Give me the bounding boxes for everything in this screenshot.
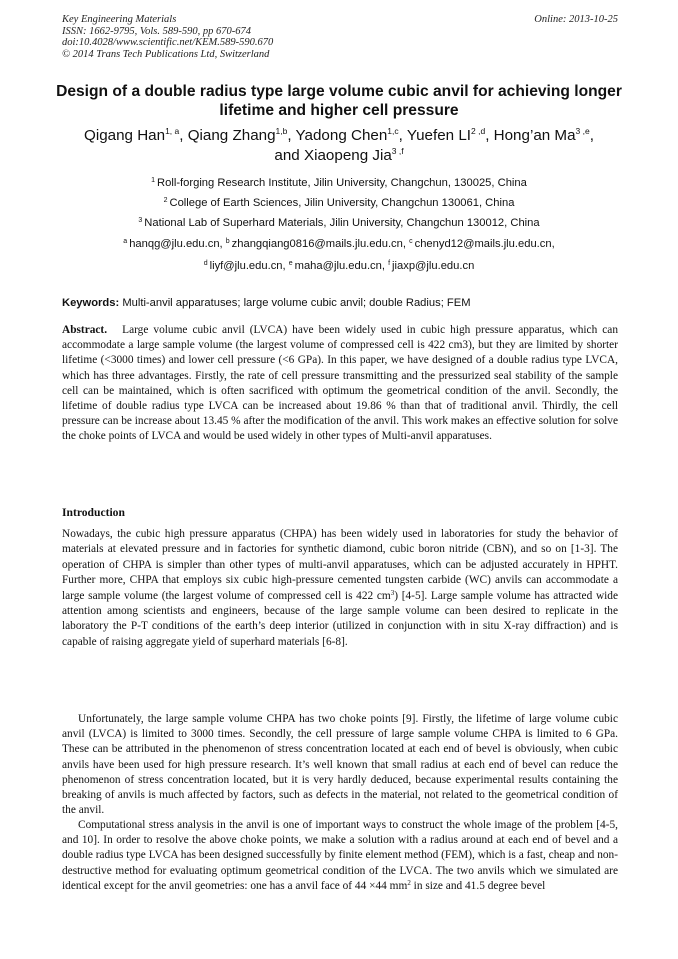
author-name: Yadong Chen <box>295 127 388 144</box>
affiliation-text: Roll-forging Research Institute, Jilin University, Changchun, 130025, China <box>157 177 527 189</box>
email-line-1 <box>40 237 638 251</box>
keywords-label: Keywords: <box>62 297 120 309</box>
copyright-line: © 2014 Trans Tech Publications Ltd, Switzerland <box>62 48 270 60</box>
affiliation-3 <box>40 216 638 230</box>
email-link[interactable]: zhangqiang0816@mails.jlu.edu.cn, <box>231 238 406 250</box>
journal-name: Key Engineering Materials <box>62 14 177 25</box>
author-sup: 1,c <box>387 126 399 136</box>
affiliation-2 <box>40 196 638 210</box>
issn-line: ISSN: 1662-9795, Vols. 589-590, pp 670-674 <box>62 25 251 37</box>
author-name: Qiang Zhang <box>187 127 276 144</box>
author-name: Xiaopeng Jia <box>303 146 392 164</box>
email-link[interactable]: jiaxp@jlu.edu.cn <box>392 260 475 272</box>
keywords-text: Multi-anvil apparatuses; large volume cubic anvil; double Radius; FEM <box>122 297 471 309</box>
superscript: 2 <box>407 878 411 887</box>
superscript: 3 <box>390 588 395 597</box>
author-name: Qigang Han <box>84 127 166 144</box>
author-sup: 3 ,e <box>575 126 590 136</box>
affiliation-sup: 2 <box>163 197 168 204</box>
email-sup: c <box>409 238 413 245</box>
abstract-label: Abstract. <box>62 324 108 336</box>
email-sup: b <box>225 238 230 245</box>
email-sup: d <box>203 260 208 267</box>
email-sup: a <box>123 238 128 245</box>
abstract <box>62 323 618 445</box>
keywords <box>62 296 618 310</box>
author-and: and <box>274 146 300 164</box>
email-link[interactable]: maha@jlu.edu.cn, <box>294 260 385 272</box>
doi-line: doi:10.4028/www.scientific.net/KEM.589-590.670 <box>62 37 274 48</box>
affiliation-1 <box>40 176 638 190</box>
paragraph-text: Unfortunately, the large sample volume CHPA has two choke points [9]. Firstly, the lifetime of large volume cubic anvil (LVCA) is limited to 3000 times. Secondly, the cell pressure of large sample volume CHPA is limited to 6 GPa. These can be attributed in the phenomenon of stress concentration located at each end of bevel is obviously, when cubic anvils have been used for high pressure research. It’s well known that small radius at each end of bevel can reduce the phenomenon of stress concentration located, but it is very hardly deduced, because experimental results containing the breaking of anvils is much affected by factors, such as defects in the material, not related to the geometrical condition of the anvil. <box>62 713 618 817</box>
paragraph-text: in size and 41.5 degree bevel <box>410 879 546 892</box>
affiliation-text: National Lab of Superhard Materials, Jilin University, Changchun 130012, China <box>144 217 540 229</box>
section-heading-introduction: Introduction <box>62 506 125 519</box>
paper-title: Design of a double radius type large volume cubic anvil for achieving longer lifetime and higher cell pressure <box>56 83 622 119</box>
affiliation-sup: 3 <box>138 217 143 224</box>
author-sup: 1,b <box>275 126 288 136</box>
author-name: Yuefen LI <box>406 127 471 144</box>
paragraph-text: Nowadays, the cubic high pressure apparatus (CHPA) has been widely used in laboratories for study the behavior of materials at elevated pressure and in factories for synthetic diamond, cubic boron nitride (CBN), and so on [1-3]. The operation of CHPA is simpler than other types of multi-anvil apparatuses, which can be adjusted accurately in HPHT. Further more, CHPA that employs six cubic high-pressure cemented tungsten carbide (WC) anvils can accommodate a large sample volume (the largest volume of compressed cell is 422 cm <box>62 528 618 602</box>
paragraph-text: ) [4-5]. Large sample volume has attracted wide attention among scientists and engineers, because of the large sample volume can been desired to replicate in the laboratory the P-T conditions of the earth’s deep interior (utilized in conjunction with in situ X-ray diffraction) and is capable of raising aggregate yield of superhard materials [6-8]. <box>62 589 618 648</box>
affiliation-sup: 1 <box>151 177 156 184</box>
email-line-2 <box>40 259 638 273</box>
abstract-text: Large volume cubic anvil (LVCA) have been widely used in cubic high pressure apparatus, which can accommodate a large sample volume (the largest volume of compressed cell is 422 cm3), but they are limited by shorter lifetime (<3000 times) and lower cell pressure (<6 GPa). In this paper, we have designed of a double radius type LVCA, which has three advantages. Firstly, the rate of cell pressure transmitting and the pressurized seal stability of the sample cell can be maintained, which is often sacrificed with optimum the geometrical condition of the anvil. Secondly, the lifetime of double radius type LVCA can be increased about 19.86 % than that of traditional anvil. Thirdly, the cell pressure can be increase about 13.45 % after the modification of the anvil. This work makes an effective solution for solve the choke points of LVCA and would be used widely in other types of Multi-anvil apparatuses. <box>62 324 619 443</box>
email-link[interactable]: chenyd12@mails.jlu.edu.cn, <box>414 238 555 250</box>
author-sup: 2 ,d <box>471 126 486 136</box>
paragraph-text: Computational stress analysis in the anvil is one of important ways to construct the whole image of the problem [4-5, and 10]. In order to resolve the above choke points, we make a solution with a radius around at each end of bevel and a double radius type LVCA has been designed successfully by finite element method (FEM), which is a fast, cheap and non-destructive method for evaluating optimum geometrical condition of the LVCA. The two anvils which we simulated are identical except for the anvil geometries: one has a anvil face of 44 ×44 mm <box>62 819 618 892</box>
email-sup: e <box>288 260 293 267</box>
email-sup: f <box>388 260 391 267</box>
intro-paragraph-1 <box>62 527 618 650</box>
author-list: Qigang Han$^{1, a}$, Qiang Zhang$^{1,b}$, Yadong Chen$^{1,c}$, Yuefen LI$^{2 ,d}$, Hong’an Ma$^{3 ,e}$, and Xiaopeng Jia$^{3 ,f}$ <box>84 126 594 164</box>
author-sup: 3 ,f <box>391 145 404 156</box>
affiliation-text: College of Earth Sciences, Jilin University, Changchun 130061, China <box>169 197 515 209</box>
intro-paragraph-3 <box>62 818 618 894</box>
email-link[interactable]: hanqg@jlu.edu.cn, <box>129 238 223 250</box>
email-link[interactable]: liyf@jlu.edu.cn, <box>209 260 286 272</box>
online-date: Online: 2013-10-25 <box>534 14 618 25</box>
journal-header <box>62 14 618 60</box>
author-sup: 1, a <box>165 126 180 136</box>
intro-paragraph-2 <box>62 712 618 818</box>
author-name: Hong’an Ma <box>493 127 576 144</box>
